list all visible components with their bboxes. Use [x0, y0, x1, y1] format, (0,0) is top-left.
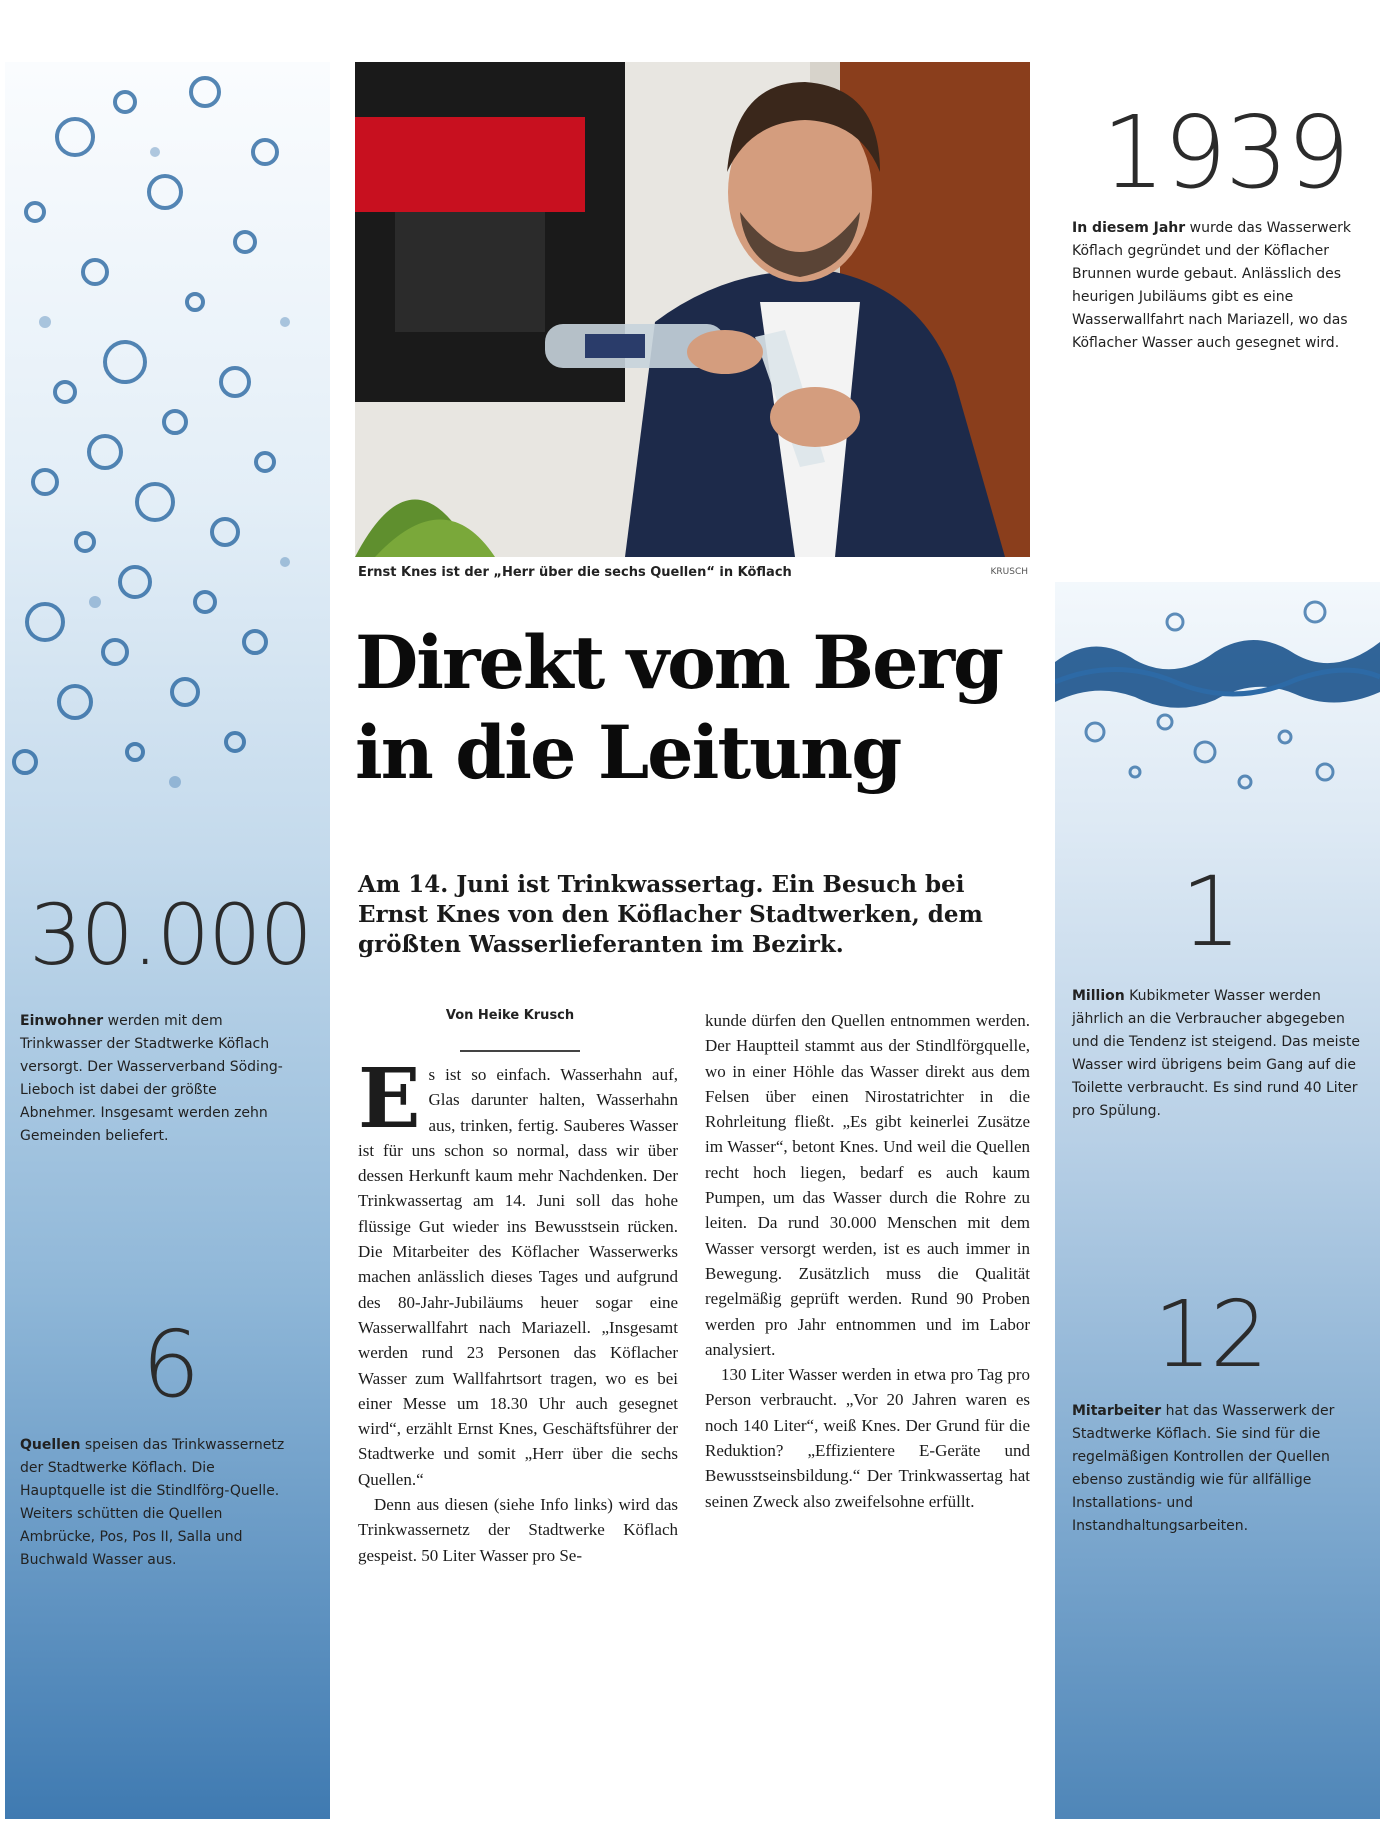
article-paragraph-4: 130 Liter Wasser werden in etwa pro Tag pro Person verbraucht. „Vor 20 Jahren waren es noch 140 Liter“, weiß Knes. Der Grund für die Reduktion? „Effizientere E-Geräte und Bewusstseinsbildung.“ Der Trinkwassertag hat seinen Zweck also zweifelsohne erfüllt.: [705, 1365, 1030, 1511]
stat-text-residents: [20, 1010, 290, 1148]
water-bubbles-image: [5, 62, 330, 822]
stat-desc-million: Kubikmeter Wasser werden jährlich an die Verbraucher abgegeben und die Tendenz ist steigend. Das meiste Wasser wird übrigens beim Gang auf die Toilette verbraucht. Es sind rund 40 Liter pro Spülung.: [1072, 988, 1360, 1119]
stat-bold-springs: Quellen: [20, 1437, 81, 1453]
article-photo: [355, 62, 1030, 557]
stat-number-residents: 30.000: [29, 886, 311, 984]
stat-desc-springs: speisen das Trinkwassernetz der Stadtwerke Köflach. Die Hauptquelle ist die Stindlförg-Quelle. Weiters schütten die Quellen Ambrücke, Pos, Pos II, Salla und Buchwald Wasser aus.: [20, 1437, 285, 1568]
stat-text-founded: [1072, 217, 1362, 355]
byline-divider: [460, 1050, 580, 1052]
water-splash-image: [1055, 582, 1380, 812]
stat-text-employees: [1072, 1400, 1362, 1538]
photo-man-pouring-water: [355, 62, 1030, 557]
article-column-1: [358, 1051, 678, 1568]
stat-bold-founded: In diesem Jahr: [1072, 220, 1186, 236]
stat-text-springs: [20, 1434, 290, 1572]
stat-bold-employees: Mitarbeiter: [1072, 1403, 1162, 1419]
stat-number-founded: 1939: [1101, 94, 1349, 211]
drop-cap: E: [358, 1051, 421, 1147]
article-paragraph-3: kunde dürfen den Quellen entnommen werden. Der Hauptteil stammt aus der Stindlförgquelle, wo in einer Höhle das Wasser direkt aus dem Felsen über einen Nirostatrichter in die Rohrleitung fließt. „Es gibt keinerlei Zusätze im Wasser“, betont Knes. Und weil die Quellen recht hoch liegen, bedarf es auch kaum Pumpen, um das Wasser durch die Rohre zu leiten. Da rund 30.000 Menschen mit dem Wasser versorgt werden, ist es auch immer in Bewegung. Zusätzlich muss die Qualität regelmäßig geprüft werden. Rund 90 Proben werden pro Jahr entnommen und im Labor analysiert.: [705, 1011, 1030, 1359]
stat-text-million: [1072, 985, 1362, 1123]
photo-credit: KRUSCH: [990, 567, 1028, 577]
subheadline: Am 14. Juni ist Trinkwassertag. Ein Besuch bei Ernst Knes von den Köflacher Stadtwerken, dem größten Wasserlieferanten im Bezirk.: [358, 871, 983, 958]
stat-desc-employees: hat das Wasserwerk der Stadtwerke Köflach. Sie sind für die regelmäßigen Kontrollen der Quellen ebenso zuständig wie für allfällige Installations- und Instandhaltungsarbeiten.: [1072, 1403, 1335, 1534]
byline: Von Heike Krusch: [445, 1008, 575, 1023]
article-paragraph-2: Denn aus diesen (siehe Info links) wird das Trinkwassernetz der Stadtwerke Köflach gespeist. 50 Liter Wasser pro Se-: [358, 1495, 678, 1565]
article-paragraph-1: s ist so einfach. Wasserhahn auf, Glas darunter halten, Wasserhahn aus, trinken, fertig. Sauberes Wasser ist für uns schon so normal, dass wir über dessen Herkunft kaum mehr Nachdenken. Der Trinkwassertag am 14. Juni soll das hohe flüssige Gut wieder ins Bewusstsein rücken. Die Mitarbeiter des Köflacher Wasserwerks machen anlässlich dieses Tages und aufgrund des 80-Jahr-Jubiläums heuer sogar eine Wasserwallfahrt nach Mariazell. „Insgesamt werden rund 23 Personen das Köflacher Wasser zum Wallfahrtsort tragen, wo es bei einer Messe um 18.30 Uhr auch gesegnet wird“, erzählt Ernst Knes, Geschäftsführer der Stadtwerke und somit „Herr über die sechs Quellen.“: [358, 1065, 678, 1489]
stat-number-million: 1: [1180, 856, 1240, 968]
photo-caption-text: Ernst Knes ist der „Herr über die sechs Quellen“ in Köflach: [358, 565, 792, 580]
right-water-column: [1055, 582, 1380, 1819]
stat-number-employees: 12: [1153, 1281, 1267, 1388]
photo-caption: [358, 565, 1028, 587]
headline-line-1: Direkt vom Berg: [355, 620, 1003, 706]
stat-desc-residents: werden mit dem Trinkwasser der Stadtwerke Köflach versorgt. Der Wasserverband Söding-Lieboch ist dabei der größte Abnehmer. Insgesamt werden zehn Gemeinden beliefert.: [20, 1013, 283, 1144]
stat-bold-million: Million: [1072, 988, 1125, 1004]
stat-bold-residents: Einwohner: [20, 1013, 104, 1029]
article-column-2: [705, 1008, 1030, 1514]
stat-desc-founded: wurde das Wasserwerk Köflach gegründet und der Köflacher Brunnen wurde gebaut. Anlässlich des heurigen Jubiläums gibt es eine Wasserwallfahrt nach Mariazell, wo das Köflacher Wasser auch gesegnet wird.: [1072, 220, 1352, 351]
stat-number-springs: 6: [141, 1311, 199, 1418]
headline-line-2: in die Leitung: [355, 710, 901, 796]
headline: [355, 618, 1045, 798]
